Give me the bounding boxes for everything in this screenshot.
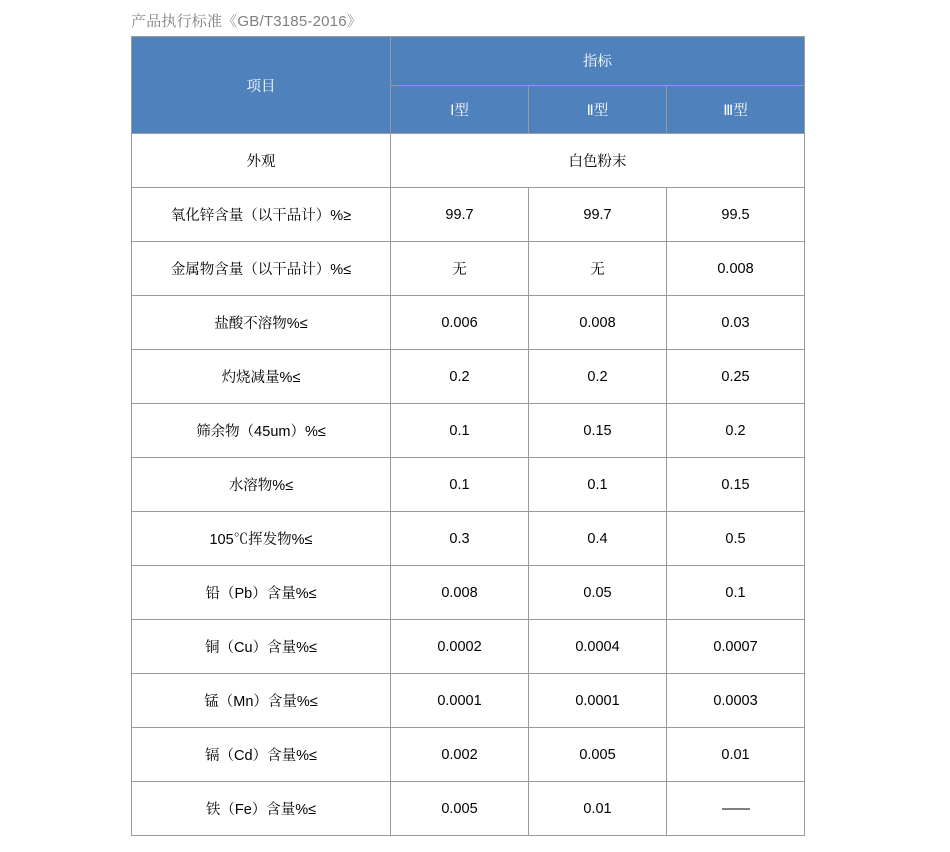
row-value-type2: 0.0004 — [529, 620, 667, 674]
row-value-type3: 0.03 — [667, 296, 805, 350]
row-value-type3: 0.008 — [667, 242, 805, 296]
table-row — [132, 404, 805, 458]
row-value-type2: 0.15 — [529, 404, 667, 458]
row-value-type2: 0.005 — [529, 728, 667, 782]
row-value-type3: 0.25 — [667, 350, 805, 404]
row-value-type2: 0.0001 — [529, 674, 667, 728]
row-value-type3: 0.15 — [667, 458, 805, 512]
row-value-type2: 0.2 — [529, 350, 667, 404]
row-label: 铁（Fe）含量%≤ — [132, 782, 391, 836]
header-indicator: 指标 — [391, 37, 805, 86]
row-value-type2: 0.1 — [529, 458, 667, 512]
row-value-type1: 0.005 — [391, 782, 529, 836]
table-row — [132, 188, 805, 242]
row-value-type1: 0.0001 — [391, 674, 529, 728]
page-title: 产品执行标准《GB/T3185-2016》 — [131, 13, 362, 30]
row-label: 铅（Pb）含量%≤ — [132, 566, 391, 620]
row-label: 盐酸不溶物%≤ — [132, 296, 391, 350]
header-type-3: Ⅲ型 — [667, 85, 805, 134]
table-row — [132, 566, 805, 620]
spec-table-container — [131, 36, 804, 836]
row-value-type1: 0.1 — [391, 404, 529, 458]
row-value-type1: 0.002 — [391, 728, 529, 782]
row-value-type1: 99.7 — [391, 188, 529, 242]
row-value-type2: 无 — [529, 242, 667, 296]
table-row — [132, 782, 805, 836]
row-value-type2: 0.05 — [529, 566, 667, 620]
row-value-type2: 0.4 — [529, 512, 667, 566]
row-value-type1: 0.0002 — [391, 620, 529, 674]
row-value-type3: 0.2 — [667, 404, 805, 458]
row-value-type1: 0.1 — [391, 458, 529, 512]
table-row — [132, 134, 805, 188]
row-value-type2: 0.008 — [529, 296, 667, 350]
table-header-row-1 — [132, 37, 805, 86]
row-label: 金属物含量（以干品计）%≤ — [132, 242, 391, 296]
row-value-type1: 0.008 — [391, 566, 529, 620]
table-row — [132, 296, 805, 350]
row-label: 灼烧减量%≤ — [132, 350, 391, 404]
row-label: 筛余物（45um）%≤ — [132, 404, 391, 458]
header-item: 项目 — [132, 37, 391, 134]
row-label: 氧化锌含量（以干品计）%≥ — [132, 188, 391, 242]
spec-table — [131, 36, 805, 836]
header-type-2: Ⅱ型 — [529, 85, 667, 134]
row-value-type3: 0.0007 — [667, 620, 805, 674]
table-row — [132, 242, 805, 296]
row-value-type3: 0.1 — [667, 566, 805, 620]
table-row — [132, 620, 805, 674]
row-label: 水溶物%≤ — [132, 458, 391, 512]
row-value-type1: 0.3 — [391, 512, 529, 566]
row-value-type3: —— — [667, 782, 805, 836]
row-label-appearance: 外观 — [132, 134, 391, 188]
row-value-type3: 0.01 — [667, 728, 805, 782]
table-row — [132, 512, 805, 566]
row-value-type3: 0.0003 — [667, 674, 805, 728]
row-value-type1: 0.2 — [391, 350, 529, 404]
row-value-type1: 0.006 — [391, 296, 529, 350]
row-value-type1: 无 — [391, 242, 529, 296]
row-label: 105℃挥发物%≤ — [132, 512, 391, 566]
row-value-type2: 99.7 — [529, 188, 667, 242]
table-row — [132, 728, 805, 782]
row-value-type3: 0.5 — [667, 512, 805, 566]
row-label: 锰（Mn）含量%≤ — [132, 674, 391, 728]
row-label: 镉（Cd）含量%≤ — [132, 728, 391, 782]
table-row — [132, 350, 805, 404]
row-label: 铜（Cu）含量%≤ — [132, 620, 391, 674]
row-value-type3: 99.5 — [667, 188, 805, 242]
row-value-appearance: 白色粉末 — [391, 134, 805, 188]
table-row — [132, 458, 805, 512]
table-row — [132, 674, 805, 728]
row-value-type2: 0.01 — [529, 782, 667, 836]
header-type-1: Ⅰ型 — [391, 85, 529, 134]
